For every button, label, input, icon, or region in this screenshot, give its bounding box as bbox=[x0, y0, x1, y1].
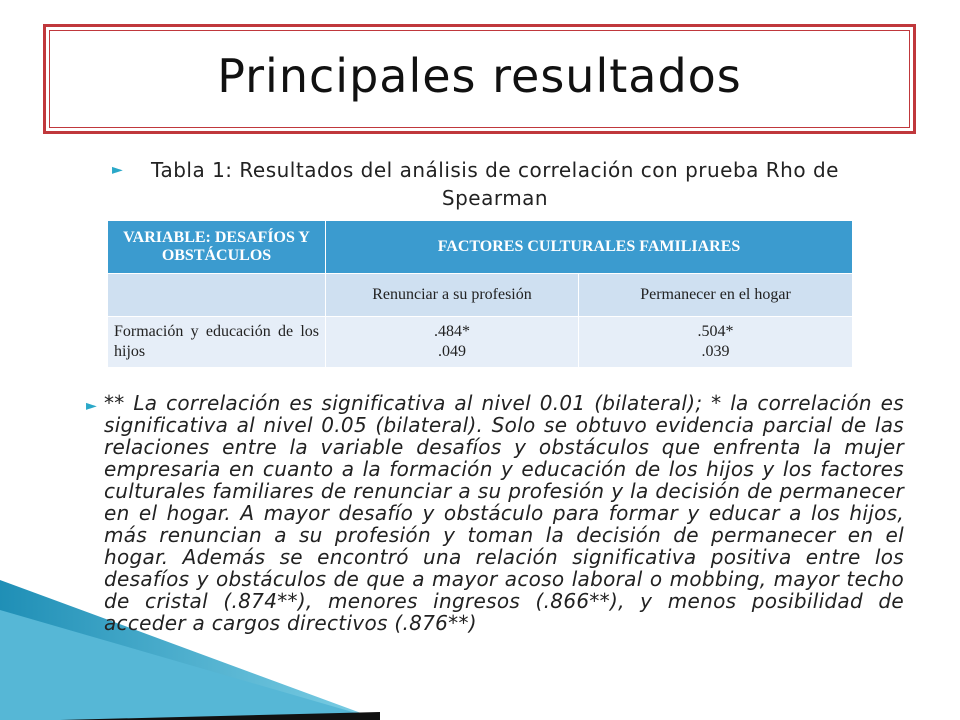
header-factores: FACTORES CULTURALES FAMILIARES bbox=[326, 221, 853, 274]
subheader-permanecer: Permanecer en el hogar bbox=[579, 274, 853, 317]
cell-renunciar-rho: .484* bbox=[434, 323, 470, 340]
correlation-table bbox=[107, 220, 853, 368]
subheader-empty bbox=[108, 274, 326, 317]
results-paragraph: ** La correlación es significativa al nivel 0.01 (bilateral); * la correlación es significativa al nivel 0.05 (bilateral). Solo se obtuvo evidencia parcial de las relaciones entre la variable desafíos y obstáculos que enfrenta la mujer empresaria en cuanto a la formación y educación de los hijos y los factores culturales familiares de renunciar a su profesión y la decisión de permanecer en el hogar. A mayor desafío y obstáculo para formar y educar a los hijos, más renuncian a su profesión y toman la decisión de permanecer en el hogar. Además se encontró una relación significativa positiva entre los desafíos y obstáculos de que a mayor acoso laboral o mobbing, mayor techo de cristal (.874**), menores ingresos (.866**), y menos posibilidad de acceder a cargos directivos (.876**) bbox=[104, 391, 904, 635]
header-variable: VARIABLE: DESAFÍOS Y OBSTÁCULOS bbox=[108, 221, 326, 274]
row-label: Formación y educación de los hijos bbox=[108, 317, 326, 368]
cell-permanecer-sig: .039 bbox=[701, 343, 730, 360]
subheader-renunciar: Renunciar a su profesión bbox=[326, 274, 579, 317]
cell-permanecer-rho: .504* bbox=[697, 323, 734, 340]
cell-renunciar-sig: .049 bbox=[438, 343, 466, 360]
bullet-arrow-icon: ► bbox=[112, 162, 123, 178]
page-title: Principales resultados bbox=[217, 49, 742, 103]
table-caption: Tabla 1: Resultados del análisis de correlación con prueba Rho de Spearman bbox=[151, 158, 839, 210]
cell-renunciar bbox=[326, 317, 579, 368]
cell-permanecer bbox=[579, 317, 853, 368]
bullet-arrow-icon: ► bbox=[86, 398, 97, 414]
title-frame bbox=[43, 24, 916, 134]
